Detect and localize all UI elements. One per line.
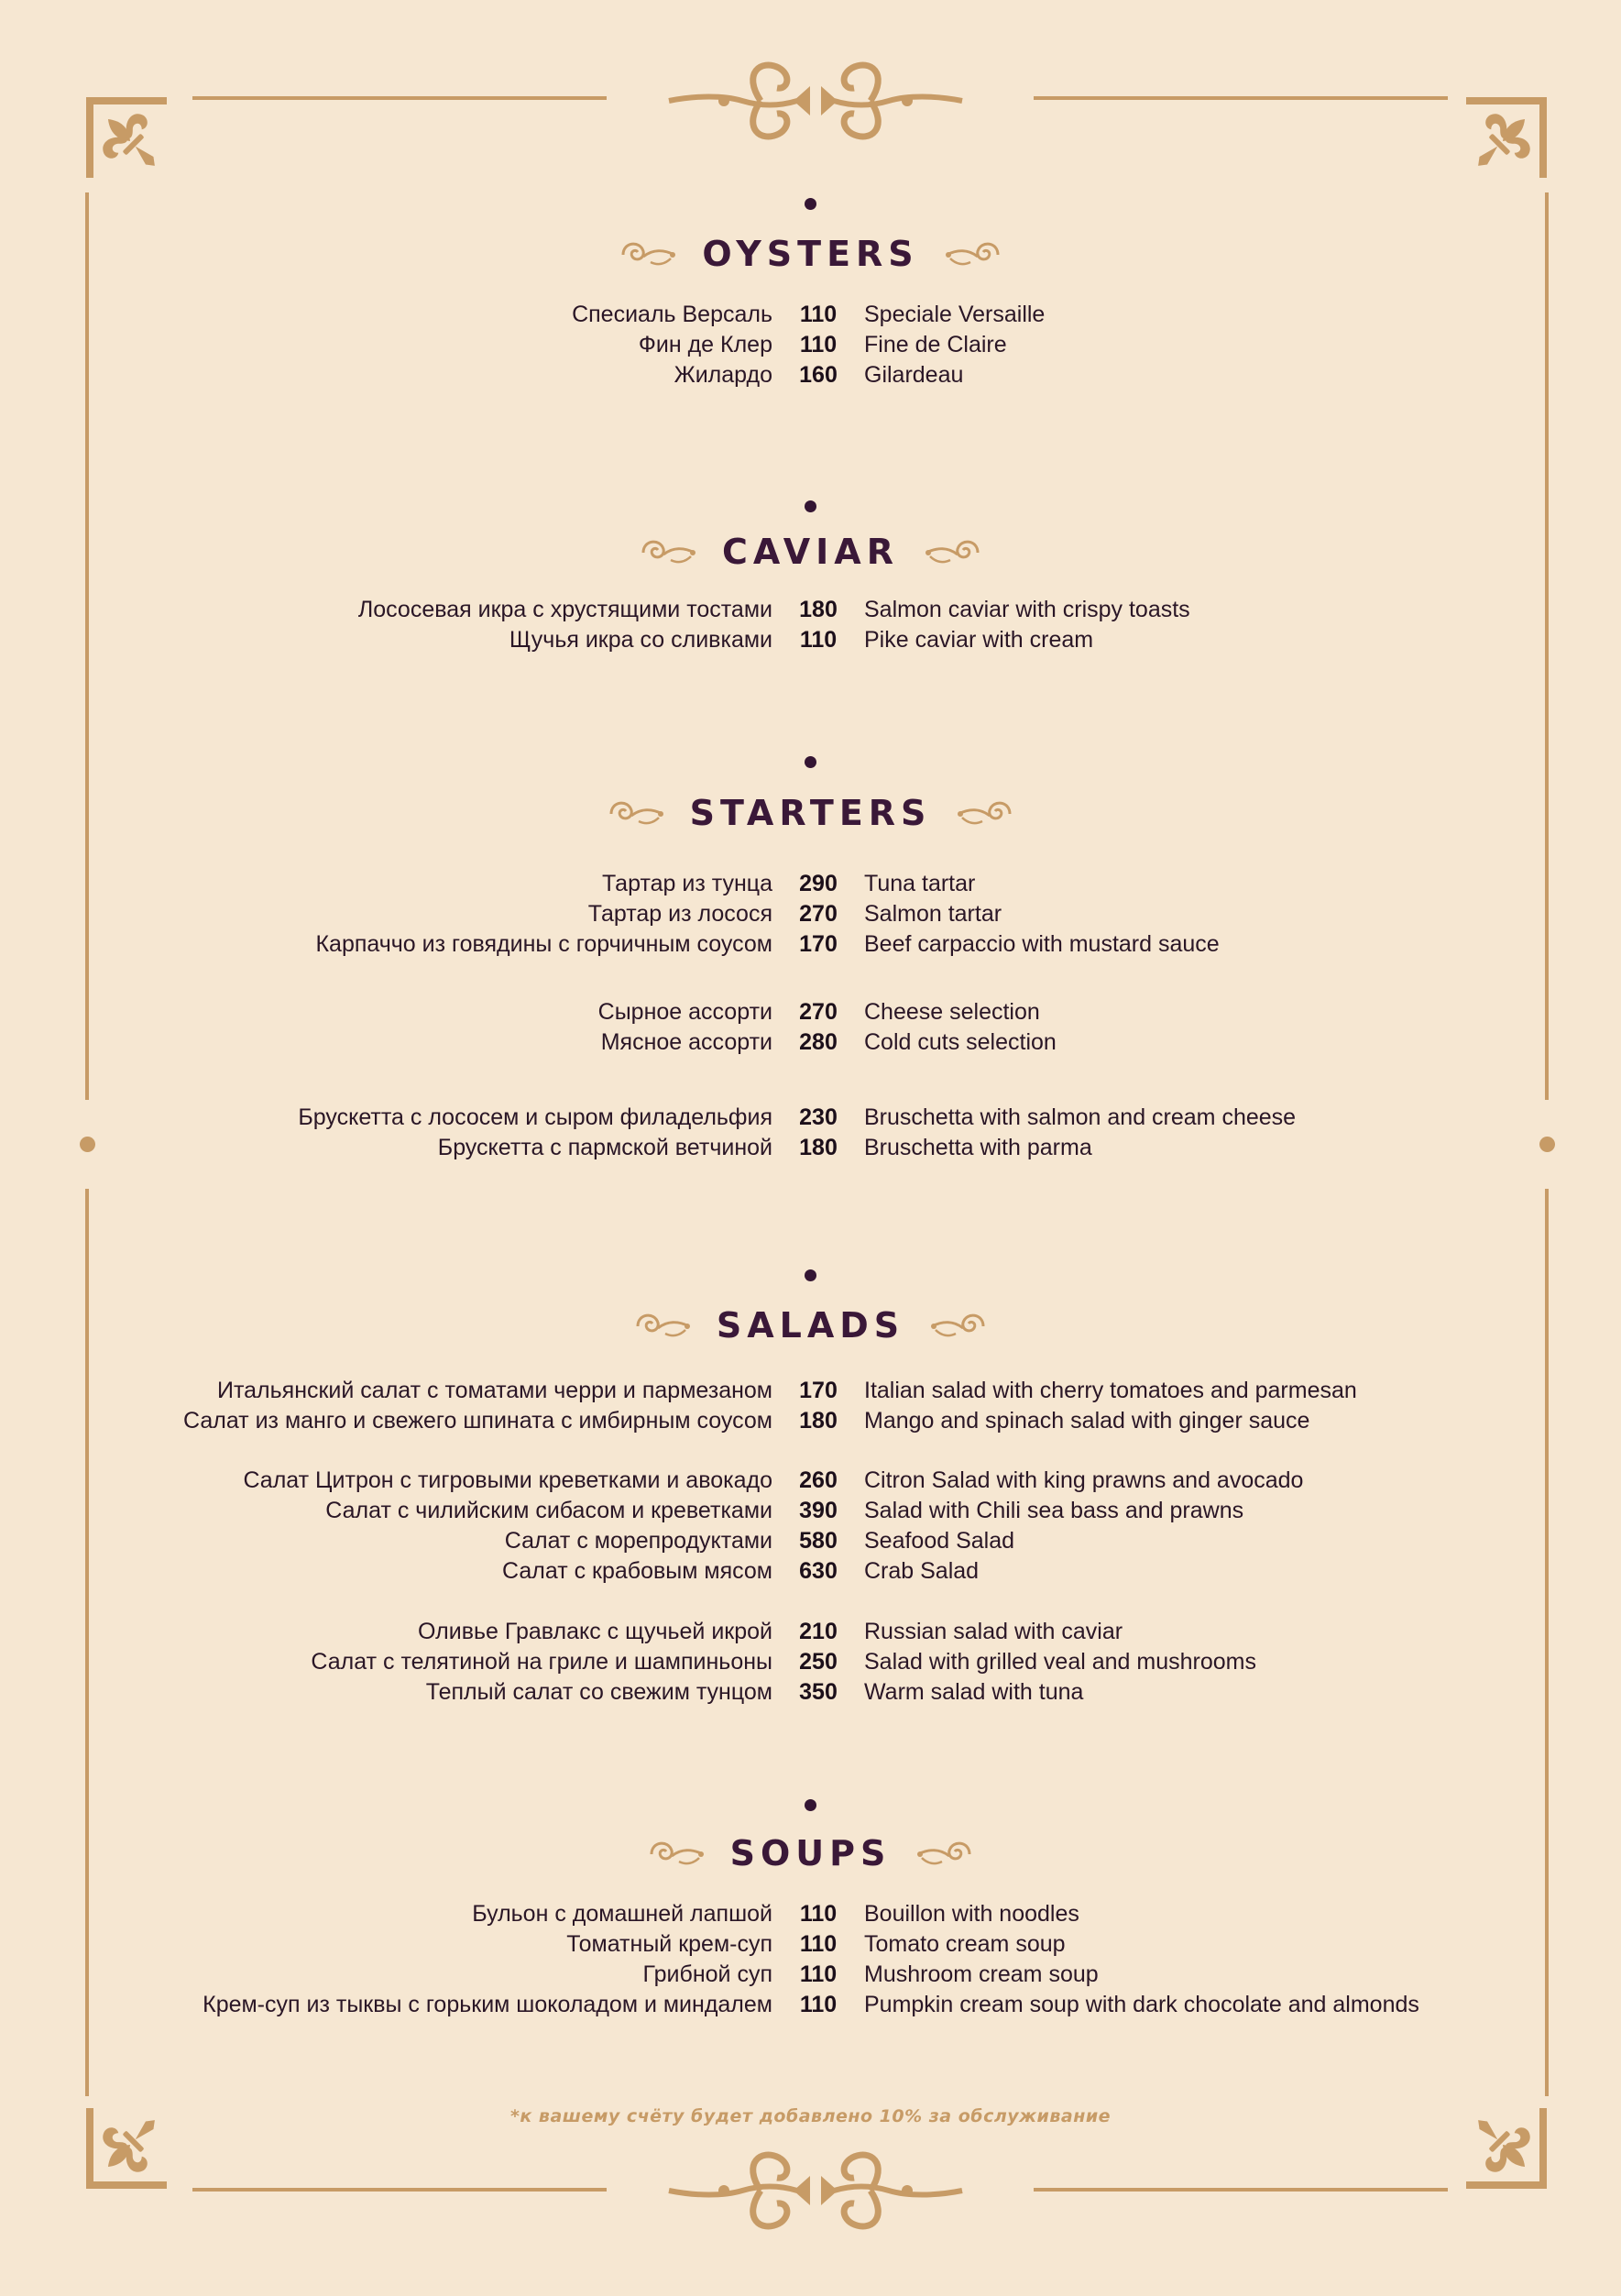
menu-item-name-ru: Фин де Клер (638, 332, 772, 357)
menu-item (0, 1103, 1621, 1133)
menu-item (0, 1376, 1621, 1406)
menu-item-name-en: Mango and spinach salad with ginger sauce (864, 1408, 1310, 1434)
section-heading (0, 1835, 1621, 1872)
menu-item-name-ru: Жилардо (674, 362, 772, 388)
menu-item-name-en: Warm salad with tuna (864, 1679, 1084, 1705)
menu-item-name-ru: Сырное ассорти (597, 999, 772, 1025)
menu-item-name-en: Mushroom cream soup (864, 1961, 1099, 1987)
menu-item (0, 869, 1621, 899)
menu-item (0, 1929, 1621, 1960)
menu-item-price: 250 (799, 1649, 838, 1675)
menu-item-name-ru: Бульон с домашней лапшой (472, 1901, 772, 1927)
menu-item-name-en: Cold cuts selection (864, 1029, 1057, 1055)
section-title: SOUPS (729, 1833, 892, 1873)
menu-item-name-ru: Салат с телятиной на гриле и шампиньоны (311, 1649, 772, 1675)
menu-item-name-en: Tuna tartar (864, 871, 976, 896)
menu-item (0, 595, 1621, 625)
menu-item-price: 390 (799, 1498, 838, 1523)
frame-bottom-right-line (1034, 2188, 1448, 2192)
menu-item-name-ru: Брускетта с лососем и сыром филадельфия (298, 1104, 772, 1130)
swirl-icon (928, 1310, 989, 1341)
section-dot (805, 500, 816, 512)
swirl-icon (923, 536, 983, 567)
menu-item-price: 180 (799, 597, 838, 622)
frame-bottom-left-line (192, 2188, 607, 2192)
menu-item-name-ru: Брускетта с пармской ветчиной (437, 1135, 772, 1160)
menu-item-name-en: Citron Salad with king prawns and avocado (864, 1467, 1304, 1493)
menu-item-name-ru: Тартар из тунца (602, 871, 772, 896)
menu-item-name-en: Italian salad with cherry tomatoes and parmesan (864, 1378, 1357, 1403)
menu-item (0, 1899, 1621, 1929)
menu-item-name-ru: Грибной суп (642, 1961, 772, 1987)
menu-item-name-en: Gilardeau (864, 362, 964, 388)
menu-item (0, 929, 1621, 960)
section-title: OYSTERS (702, 234, 919, 274)
menu-item-name-en: Salad with Chili sea bass and prawns (864, 1498, 1244, 1523)
scroll-flourish-icon (660, 2145, 971, 2236)
fleur-de-lis-corner-icon (82, 93, 174, 185)
swirl-icon (955, 797, 1015, 829)
menu-item-name-en: Fine de Claire (864, 332, 1007, 357)
menu-item (0, 1677, 1621, 1708)
menu-item-price: 350 (799, 1679, 838, 1705)
section-dot (805, 1799, 816, 1811)
menu-item-name-ru: Карпаччо из говядины с горчичным соусом (315, 931, 772, 957)
menu-item-name-ru: Лососевая икра с хрустящими тостами (357, 597, 772, 622)
menu-item-name-en: Bruschetta with parma (864, 1135, 1092, 1160)
menu-item (0, 1990, 1621, 2020)
menu-item (0, 625, 1621, 655)
menu-item-price: 580 (799, 1528, 838, 1554)
frame-top-left-line (192, 96, 607, 100)
menu-item-name-ru: Спесиаль Версаль (572, 302, 772, 327)
menu-item (0, 1133, 1621, 1163)
menu-item (0, 1406, 1621, 1436)
menu-item (0, 360, 1621, 390)
frame-top-right-line (1034, 96, 1448, 100)
menu-item-name-en: Bruschetta with salmon and cream cheese (864, 1104, 1297, 1130)
section-heading (0, 1307, 1621, 1344)
menu-item-name-en: Seafood Salad (864, 1528, 1015, 1554)
swirl-icon (632, 1310, 693, 1341)
menu-item-price: 110 (799, 1901, 838, 1927)
menu-item-name-ru: Мясное ассорти (600, 1029, 772, 1055)
menu-item-name-ru: Крем-суп из тыквы с горьким шоколадом и миндалем (203, 1992, 772, 2017)
swirl-icon (943, 238, 1003, 269)
menu-item-price: 110 (799, 1961, 838, 1987)
menu-item-price: 110 (799, 302, 838, 327)
menu-item-name-en: Crab Salad (864, 1558, 980, 1584)
swirl-icon (646, 1838, 706, 1869)
menu-item-name-en: Cheese selection (864, 999, 1040, 1025)
menu-item-name-ru: Салат с морепродуктами (504, 1528, 772, 1554)
menu-item-price: 110 (799, 1992, 838, 2017)
menu-item-price: 180 (799, 1135, 838, 1160)
menu-item-name-ru: Итальянский салат с томатами черри и пармезаном (217, 1378, 772, 1403)
section-title: CAVIAR (722, 532, 899, 572)
menu-item (0, 330, 1621, 360)
menu-item (0, 997, 1621, 1027)
menu-item-name-en: Salmon caviar with crispy toasts (864, 597, 1190, 622)
menu-item (0, 899, 1621, 929)
section-heading (0, 533, 1621, 570)
section-heading (0, 236, 1621, 272)
section-title: STARTERS (689, 793, 932, 833)
swirl-icon (638, 536, 698, 567)
menu-item (0, 1027, 1621, 1058)
menu-item-name-ru: Оливье Гравлакс с щучьей икрой (417, 1619, 772, 1644)
menu-item-name-en: Salad with grilled veal and mushrooms (864, 1649, 1256, 1675)
menu-item-name-ru: Томатный крем-суп (566, 1931, 772, 1957)
menu-item-price: 270 (799, 901, 838, 927)
menu-item (0, 1647, 1621, 1677)
menu-item-name-en: Russian salad with caviar (864, 1619, 1123, 1644)
menu-item (0, 1466, 1621, 1496)
section-dot (805, 1269, 816, 1281)
menu-item-price: 110 (799, 1931, 838, 1957)
menu-item (0, 1960, 1621, 1990)
menu-item-name-en: Salmon tartar (864, 901, 1002, 927)
menu-item-price: 160 (799, 362, 838, 388)
menu-item-price: 290 (799, 871, 838, 896)
menu-item-name-en: Beef carpaccio with mustard sauce (864, 931, 1220, 957)
menu-item-name-en: Tomato cream soup (864, 1931, 1066, 1957)
menu-item-price: 260 (799, 1467, 838, 1493)
menu-item (0, 300, 1621, 330)
menu-item-price: 110 (799, 627, 838, 653)
menu-item (0, 1556, 1621, 1587)
menu-item-name-ru: Теплый салат со свежим тунцом (425, 1679, 772, 1705)
section-dot (805, 198, 816, 210)
menu-item (0, 1617, 1621, 1647)
menu-item-price: 210 (799, 1619, 838, 1644)
scroll-flourish-icon (660, 55, 971, 147)
menu-item-price: 110 (799, 332, 838, 357)
menu-item-name-ru: Салат из манго и свежего шпината с имбирным соусом (183, 1408, 772, 1434)
menu-item-name-ru: Салат с крабовым мясом (502, 1558, 772, 1584)
menu-item-name-en: Speciale Versaille (864, 302, 1046, 327)
section-dot (805, 756, 816, 768)
menu-item (0, 1526, 1621, 1556)
menu-item-name-en: Pumpkin cream soup with dark chocolate and almonds (864, 1992, 1419, 2017)
menu-item-name-ru: Щучья икра со сливками (509, 627, 772, 653)
menu-item-name-ru: Салат Цитрон с тигровыми креветками и авокадо (243, 1467, 772, 1493)
menu-item-price: 180 (799, 1408, 838, 1434)
fleur-de-lis-corner-icon (1459, 93, 1550, 185)
swirl-icon (915, 1838, 975, 1869)
menu-item-price: 230 (799, 1104, 838, 1130)
menu-item (0, 1496, 1621, 1526)
menu-item-name-en: Pike caviar with cream (864, 627, 1094, 653)
menu-item-price: 270 (799, 999, 838, 1025)
menu-item-name-ru: Тартар из лосося (587, 901, 772, 927)
menu-item-price: 280 (799, 1029, 838, 1055)
swirl-icon (618, 238, 678, 269)
menu-item-price: 170 (799, 1378, 838, 1403)
section-title: SALADS (716, 1305, 905, 1346)
menu-item-name-ru: Салат с чилийским сибасом и креветками (325, 1498, 772, 1523)
section-heading (0, 795, 1621, 831)
service-charge-note: *к вашему счёту будет добавлено 10% за обслуживание (509, 2106, 1112, 2126)
swirl-icon (606, 797, 666, 829)
menu-item-price: 170 (799, 931, 838, 957)
menu-item-name-en: Bouillon with noodles (864, 1901, 1079, 1927)
menu-item-price: 630 (799, 1558, 838, 1584)
